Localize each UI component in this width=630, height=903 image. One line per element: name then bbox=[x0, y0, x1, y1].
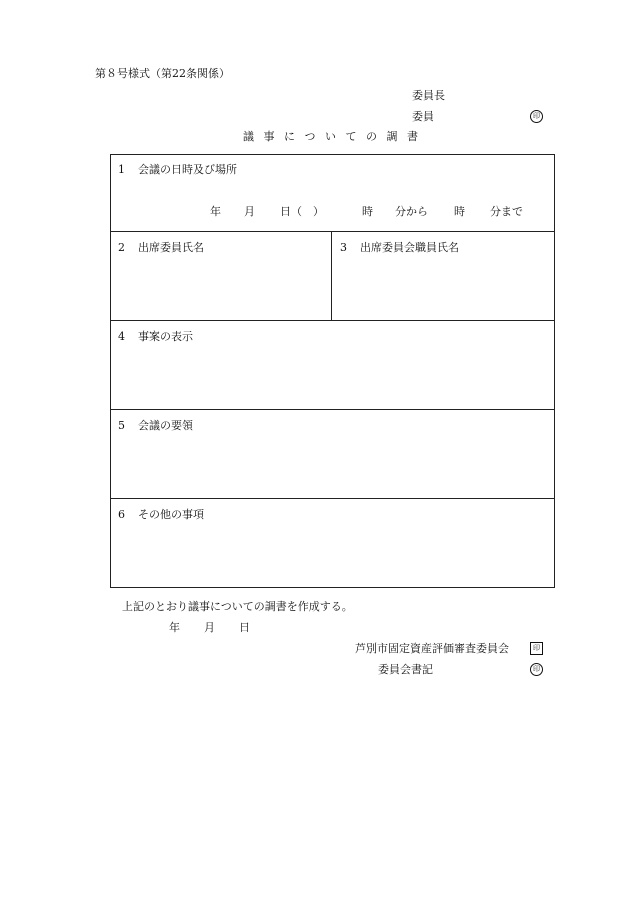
chair-label: 委員長 bbox=[412, 89, 445, 102]
meeting-year: 年 bbox=[210, 205, 221, 218]
section-4-title: 4 事案の表示 bbox=[118, 330, 193, 343]
committee-name: 芦別市固定資産評価審査委員会 bbox=[355, 642, 509, 655]
meeting-end-hour: 時 bbox=[454, 205, 465, 218]
section-5-title: 5 会議の要領 bbox=[118, 419, 193, 432]
section-1-title: 1 会議の日時及び場所 bbox=[118, 163, 237, 176]
document-title: 議 事 に つ い て の 調 書 bbox=[243, 130, 418, 143]
meeting-day: 日（ ） bbox=[280, 205, 324, 218]
closing-statement: 上記のとおり議事についての調書を作成する。 bbox=[122, 600, 353, 613]
row-divider bbox=[110, 320, 554, 321]
meeting-start-minute: 分から bbox=[395, 205, 428, 218]
section-3-title: 3 出席委員会職員氏名 bbox=[340, 241, 459, 254]
record-table bbox=[110, 154, 555, 588]
secretary-seal-icon: 印 bbox=[530, 663, 543, 676]
committee-seal-icon: 印 bbox=[530, 642, 543, 655]
row-divider bbox=[110, 231, 554, 232]
member-label: 委員 bbox=[412, 110, 434, 123]
row-divider bbox=[110, 409, 554, 410]
meeting-end-minute: 分まで bbox=[490, 205, 523, 218]
form-number: 第８号様式（第22条関係） bbox=[95, 67, 230, 80]
section-2-title: 2 出席委員氏名 bbox=[118, 241, 204, 254]
footer-day: 日 bbox=[239, 621, 250, 634]
footer-year: 年 bbox=[169, 621, 180, 634]
row-divider bbox=[110, 498, 554, 499]
column-divider bbox=[331, 231, 332, 320]
meeting-start-hour: 時 bbox=[362, 205, 373, 218]
member-seal-icon: 印 bbox=[530, 110, 543, 123]
meeting-month: 月 bbox=[244, 205, 255, 218]
footer-month: 月 bbox=[204, 621, 215, 634]
secretary-label: 委員会書記 bbox=[378, 663, 433, 676]
section-6-title: 6 その他の事項 bbox=[118, 508, 204, 521]
